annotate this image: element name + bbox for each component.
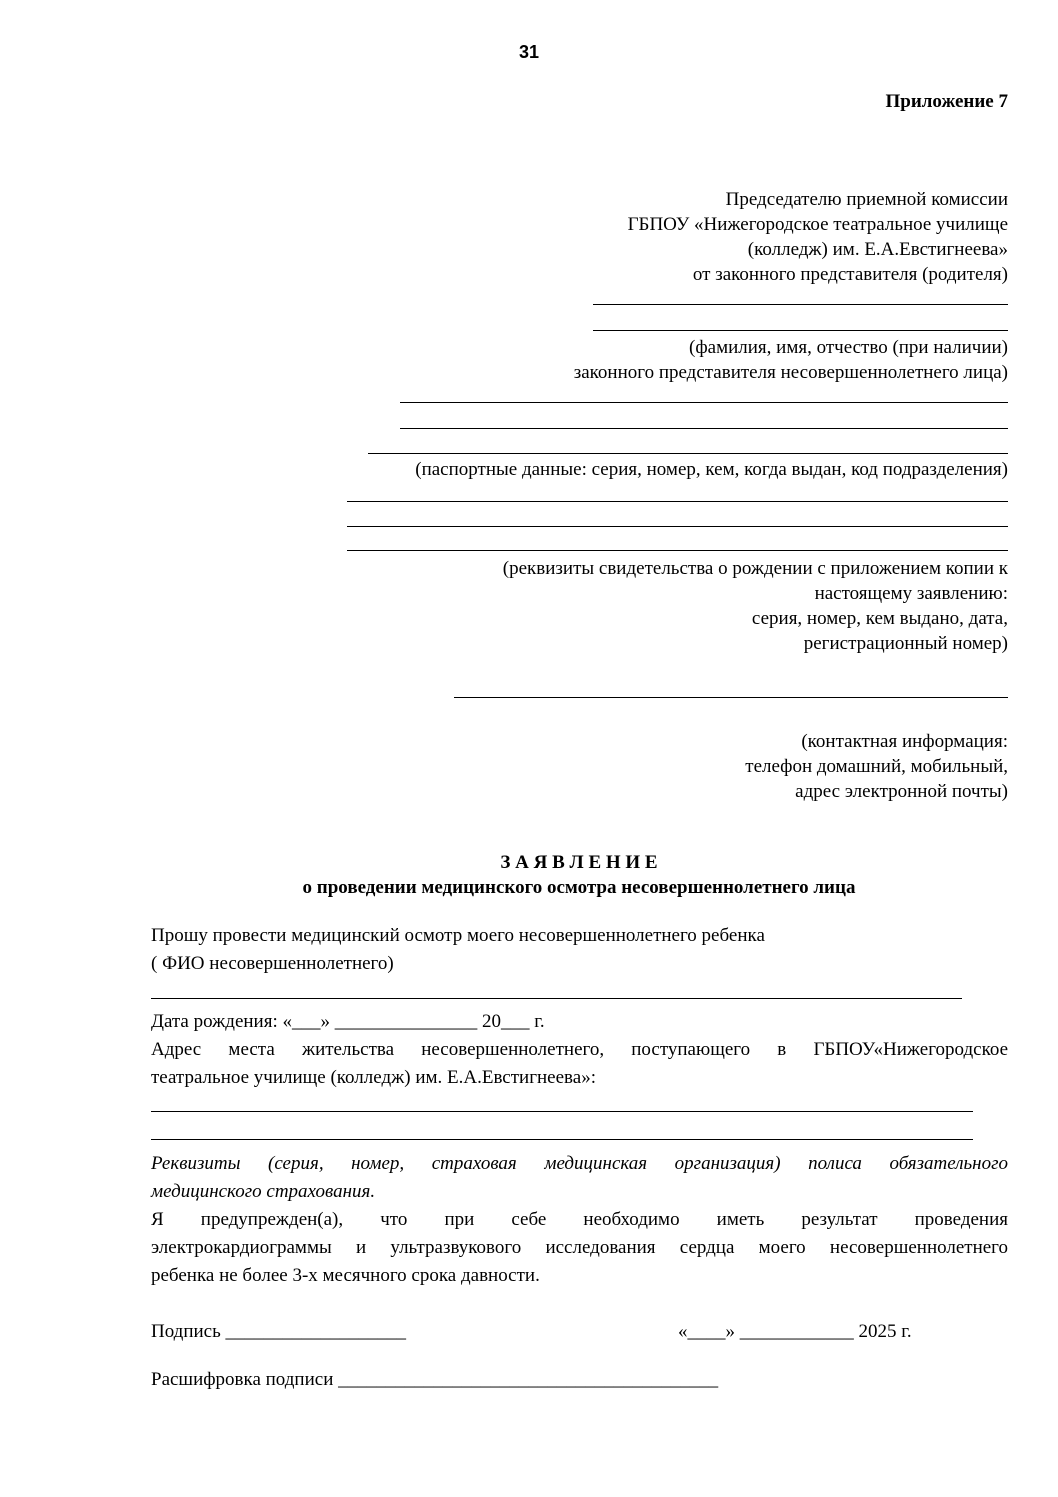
document-title: З А Я В Л Е Н И Е: [500, 852, 658, 873]
contact-line: [454, 697, 1008, 698]
passport-hint: (паспортные данные: серия, номер, кем, когда выдан, код подразделения): [415, 459, 1008, 480]
address-fill-line: [151, 1139, 973, 1140]
address-line-2: театральное училище (колледж) им. Е.А.Евстигнеева»:: [151, 1067, 596, 1088]
representative-fio-line: [593, 304, 1008, 305]
request-line-2: ( ФИО несовершеннолетнего): [151, 953, 394, 974]
fio-hint-line-1: (фамилия, имя, отчество (при наличии): [689, 337, 1008, 358]
child-fio-line: [151, 998, 962, 999]
policy-line-2: медицинского страхования.: [151, 1181, 376, 1202]
appendix-label: Приложение 7: [885, 91, 1008, 112]
birth-cert-hint-line-2: настоящему заявлению:: [814, 583, 1008, 604]
addressee-line-4: от законного представителя (родителя): [692, 264, 1008, 285]
request-line-1: Прошу провести медицинский осмотр моего несовершеннолетнего ребенка: [151, 925, 765, 946]
addressee-line-2: ГБПОУ «Нижегородское театральное училище: [627, 214, 1008, 235]
warning-line-1: Я предупрежден(а), что при себе необходимо иметь результат проведения: [151, 1209, 1008, 1230]
representative-fio-line: [593, 330, 1008, 331]
birth-cert-line: [347, 550, 1008, 551]
policy-line-1: Реквизиты (серия, номер, страховая медицинская организация) полиса обязательного: [151, 1153, 1008, 1174]
addressee-line-1: Председателю приемной комиссии: [725, 189, 1008, 210]
signature-decode-field: Расшифровка подписи ________________________________________: [151, 1369, 719, 1390]
signature-date-field: «____» ____________ 2025 г.: [678, 1321, 912, 1342]
signature-field: Подпись ___________________: [151, 1321, 407, 1342]
birth-cert-hint-line-3: серия, номер, кем выдано, дата,: [751, 608, 1008, 629]
contact-hint-line-3: адрес электронной почты): [795, 781, 1008, 802]
warning-line-3: ребенка не более 3-х месячного срока давности.: [151, 1265, 540, 1286]
page-number: 31: [518, 42, 540, 62]
passport-line: [368, 453, 1008, 454]
address-line-1: Адрес места жительства несовершеннолетнего, поступающего в ГБПОУ«Нижегородское: [151, 1039, 1008, 1060]
birth-cert-hint-line-4: регистрационный номер): [803, 633, 1008, 654]
document-subtitle: о проведении медицинского осмотра несовершеннолетнего лица: [302, 877, 856, 898]
passport-line: [400, 428, 1008, 429]
fio-hint-line-2: законного представителя несовершеннолетнего лица): [573, 362, 1008, 383]
birth-cert-line: [347, 501, 1008, 502]
address-fill-line: [151, 1111, 973, 1112]
birth-date-line: Дата рождения: «___» _______________ 20___ г.: [151, 1011, 545, 1032]
addressee-line-3: (колледж) им. Е.А.Евстигнеева»: [747, 239, 1008, 260]
contact-hint-line-1: (контактная информация:: [801, 731, 1008, 752]
passport-line: [400, 402, 1008, 403]
birth-cert-hint-line-1: (реквизиты свидетельства о рождении с приложением копии к: [502, 558, 1008, 579]
warning-line-2: электрокардиограммы и ультразвукового исследования сердца моего несовершеннолетнего: [151, 1237, 1008, 1258]
birth-cert-line: [347, 526, 1008, 527]
contact-hint-line-2: телефон домашний, мобильный,: [745, 756, 1008, 777]
